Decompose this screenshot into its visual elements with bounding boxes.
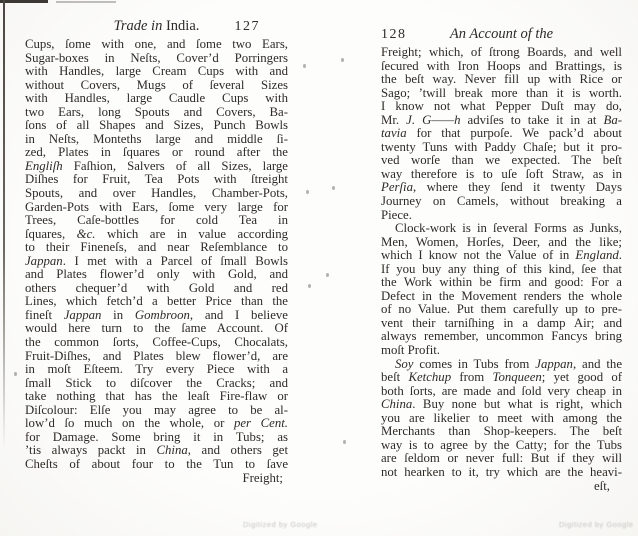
- text-line: ſecured with Iron Hoops and Brattings, is: [381, 58, 622, 73]
- scan-speck: [326, 273, 329, 277]
- page-body: [25, 38, 288, 472]
- text-line: I know not what Pepper Duſt may do,: [381, 99, 622, 114]
- text-line: the Work within be firm and good: For a: [381, 275, 622, 290]
- text-line: beſt Ketchup from Tonqueen; yet good of: [381, 370, 623, 385]
- text-line: Sago; ’twill break more than it is worth.: [381, 85, 622, 100]
- scan-speck: [341, 58, 344, 62]
- text-line: low’d ſo much on the whole, or per Cent.: [25, 416, 288, 431]
- text-line: Mr. J. G——h adviſes to take it in at Ba-: [381, 112, 622, 127]
- text-line: Men, Women, Horſes, Deer, and the like;: [381, 234, 622, 249]
- text-line: Trees, Caſe-bottles for cold Tea in: [25, 213, 288, 228]
- scan-speck: [303, 64, 306, 68]
- text-line: both ſorts, are made and ſold very cheap in: [381, 383, 622, 398]
- page-body: [381, 46, 622, 480]
- text-line: Sugar-boxes in Neſts, Cover’d Porringers: [25, 50, 288, 65]
- text-line: the common ſorts, Coffee-Cups, Chocalats,: [25, 335, 288, 350]
- scan-speck: [343, 440, 346, 444]
- text-line: way therefore is to uſe ſoft Straw, as in: [381, 166, 622, 181]
- running-head-italic: Trade in: [113, 18, 163, 34]
- text-line: fineſt Jappan in Gombroon, and I believe: [25, 307, 288, 322]
- text-line: Freight; which, of ſtrong Boards, and well: [381, 45, 622, 59]
- text-line: Jappan. I met with a Parcel of ſmall Bowls: [25, 253, 288, 268]
- text-line: Garden-Pots with Ears, ſome very large for: [25, 199, 288, 214]
- text-line: in Neſts, Monteths large and middle ſi-: [25, 131, 288, 146]
- text-line: with Handles, large Cream Cups with and: [25, 64, 288, 79]
- text-line: Defect in the Movement renders the whole: [381, 288, 622, 303]
- text-line: China. Buy none but what is right, which: [381, 397, 622, 412]
- watermark: Digitized by Google: [243, 520, 318, 529]
- text-line: Perſia, where they ſend it twenty Days: [381, 180, 622, 195]
- text-line: ſquares, &c. which are in value according: [25, 226, 288, 241]
- page-right: [381, 24, 622, 493]
- scan-speck: [332, 186, 335, 190]
- text-line: to their Fineneſs, and near Reſemblance to: [25, 240, 288, 255]
- text-line: which I know not the Value of in England.: [381, 248, 622, 263]
- page-edge-line: [3, 0, 5, 450]
- text-line: ſmall Stick to diſcover the Cracks; and: [25, 375, 288, 390]
- text-line: Cheſts of about four to the Tun to ſave: [25, 456, 288, 471]
- text-line: Diſcolour: Elſe you may agree to be al-: [25, 402, 288, 417]
- running-head-roman: India.: [165, 18, 200, 34]
- page-left: [25, 16, 288, 485]
- text-line: without Covers, Mugs of ſeveral Sizes: [25, 77, 288, 92]
- text-line: with Handles, large Caudle Cups with: [25, 91, 288, 106]
- text-line: vent their tarniſhing in a damp Air; and: [381, 315, 622, 330]
- catchword: eſt,: [594, 478, 610, 493]
- scan-speck: [308, 284, 311, 288]
- text-line: Diſhes for Fruit, Tea Pots with ſtreight: [25, 172, 288, 187]
- text-line: Spouts, and over Handles, Chamber-Pots,: [25, 186, 288, 201]
- text-line: Cups, ſome with one, and ſome two Ears,: [25, 37, 288, 51]
- text-line: Lines, which fetch’d a better Price than the: [25, 294, 288, 309]
- text-line: Piece.: [381, 207, 412, 222]
- page-number: 127: [234, 19, 260, 34]
- text-line: way is to agree by the Catty; for the Tubs: [381, 437, 622, 452]
- text-line: always remember, uncommon Fancys bring: [381, 329, 622, 344]
- text-line: not hearken to it, try which are the heavi-: [381, 464, 622, 479]
- text-line: of no Value. Put them carefully up to pre-: [381, 302, 622, 317]
- text-line: for Damage. Some bring it in Tubs; as: [25, 429, 288, 444]
- running-head-italic: An Account of the: [449, 26, 554, 42]
- text-line: you are likelier to meet with among the: [381, 410, 622, 425]
- scan-smudge: [56, 1, 116, 3]
- scan-speck: [14, 372, 17, 376]
- text-line: If you buy any thing of this kind, ſee that: [381, 261, 622, 276]
- text-line: Clock-work is in ſeveral Forms as Junks,: [395, 221, 622, 236]
- text-line: two Ears, long Spouts and Covers, Ba-: [25, 104, 288, 119]
- text-line: Journey on Camels, without breaking a: [381, 194, 622, 209]
- text-line: Fruit-Diſhes, and Plates blew flower’d, are: [25, 348, 288, 363]
- text-line: others chequer’d with Gold and red: [25, 280, 288, 295]
- text-line: zed, Plates in ſquares or round after the: [25, 145, 288, 160]
- running-header: [25, 16, 288, 38]
- text-line: take nothing that has the leaſt Fire-flaw or: [25, 389, 288, 404]
- running-head-title: [381, 24, 622, 44]
- text-line: are ſeldom or never full: But if they will: [381, 451, 622, 466]
- watermark: Digitized by Google: [559, 520, 634, 529]
- text-line: Merchants than Shop-keepers. The beſt: [381, 424, 622, 439]
- text-line: the beſt way. Never fill up with Rice or: [381, 72, 622, 87]
- text-line: tavia for that purpoſe. We pack’d about: [381, 126, 622, 141]
- text-line: Engliſh Faſhion, Salvers of all Sizes, large: [25, 158, 288, 173]
- text-line: and Plates flower’d only with Gold, and: [25, 267, 288, 282]
- scan-speck: [306, 190, 309, 194]
- running-header: [381, 24, 622, 46]
- page-number: 128: [381, 27, 407, 42]
- text-line: twenty Tuns with Paddy Chaſe; but it pro-: [381, 139, 622, 154]
- text-line: in moſt Eſteem. Try every Piece with a: [25, 362, 288, 377]
- text-line: Soy comes in Tubs from Jappan, and the: [395, 356, 622, 371]
- text-line: ved worſe than we expected. The beſt: [381, 153, 622, 168]
- text-line: ’tis always packt in China, and others get: [25, 443, 289, 458]
- text-line: ſons of all Shapes and Sizes, Punch Bowls: [25, 118, 288, 133]
- catchword: Freight;: [242, 470, 283, 485]
- text-line: moſt Profit.: [381, 343, 441, 358]
- scan-corner-mark: [0, 0, 48, 3]
- text-line: would here turn to the ſame Account. Of: [25, 321, 288, 336]
